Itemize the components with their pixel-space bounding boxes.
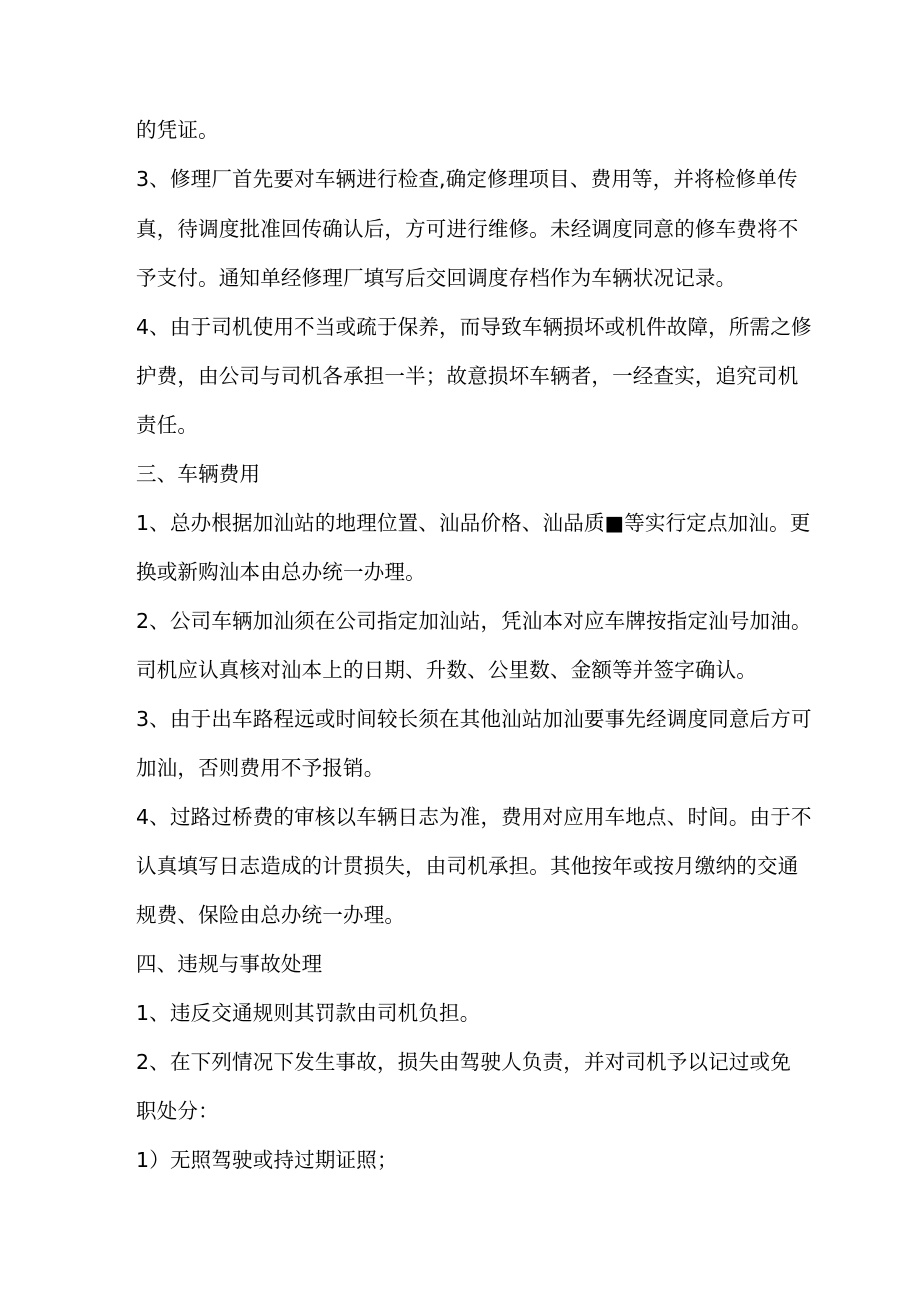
section-heading: 四、违规与事故处理 [136,952,323,976]
text-line: 1、总办根据加汕站的地理位置、汕品价格、汕品质■等实行定点加汕。更 [136,511,811,535]
text-line: 认真填写日志造成的计贯损失，由司机承担。其他按年或按月缴纳的交通 [136,854,799,878]
text-line: 4、过路过桥费的审核以车辆日志为准，费用对应用车地点、时间。由于不 [136,805,812,829]
text-line: 换或新购汕本由总办统一办理。 [136,560,426,584]
text-line: 真，待调度批准回传确认后，方可进行维修。未经调度同意的修车费将不 [136,217,799,241]
text-line: 责任。 [136,413,199,437]
text-line: 司机应认真核对汕本上的日期、升数、公里数、金额等并签字确认。 [136,658,757,682]
text-line: 2、在下列情况下发生事故，损失由驾驶人负责，并对司机予以记过或免 [136,1050,791,1074]
text-line: 护费，由公司与司机各承担一半；故意损坏车辆者，一经查实，追究司机 [136,364,799,388]
text-line: 职处分： [136,1099,219,1123]
text-line: 予支付。通知单经修理厂填写后交回调度存档作为车辆状况记录。 [136,266,737,290]
text-line: 规费、保险由总办统一办理。 [136,903,406,927]
text-line: 3、修理厂首先要对车辆进行检查,确定修理项目、费用等，并将检修单传 [136,167,798,191]
text-line: 3、由于出车路程远或时间较长须在其他汕站加汕要事先经调度同意后方可 [136,707,812,731]
text-line: 加汕，否则费用不予报销。 [136,756,385,780]
text-line: 1、违反交通规则其罚款由司机负担。 [136,1001,481,1025]
text-line: 1）无照驾驶或持过期证照； [136,1148,398,1172]
section-heading: 三、车辆费用 [136,462,261,486]
text-line: 2、公司车辆加汕须在公司指定加汕站，凭汕本对应车牌按指定汕号加油。 [136,609,812,633]
text-line: 4、由于司机使用不当或疏于保养，而导致车辆损坏或机件故障，所需之修 [136,315,812,339]
text-line: 的凭证。 [136,118,219,142]
